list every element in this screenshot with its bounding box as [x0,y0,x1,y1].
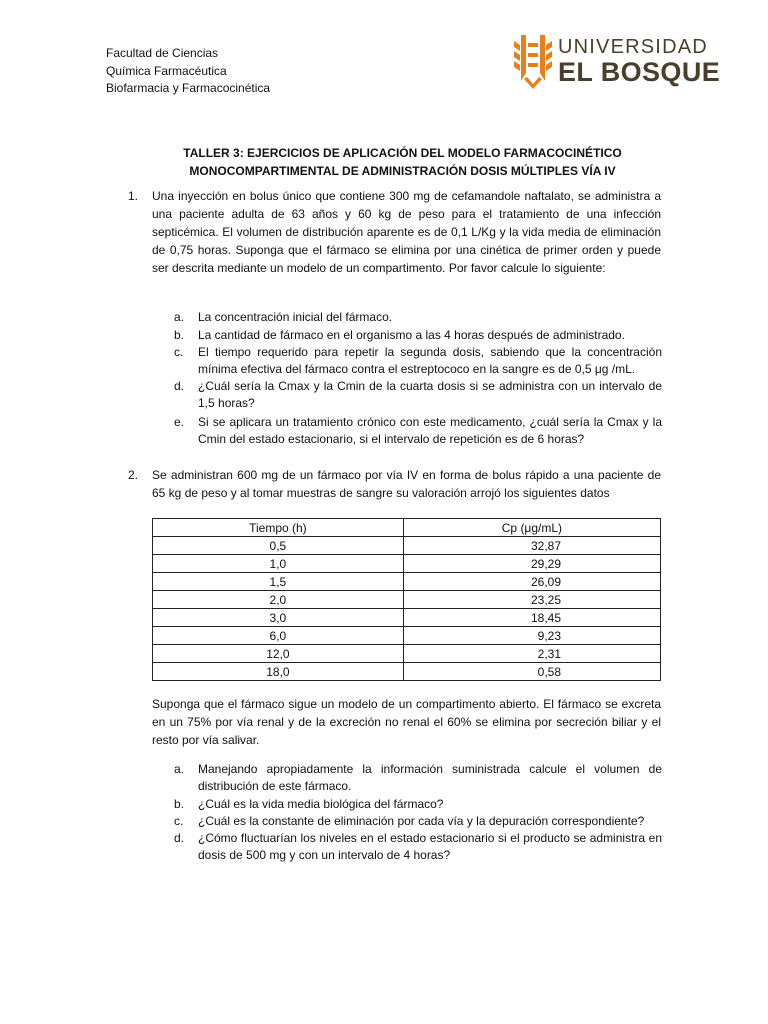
table-cell-cp: 2,31 [403,645,660,663]
table-cell-cp: 26,09 [403,573,660,591]
ex1-item-b-text: La cantidad de fármaco en el organismo a las 4 horas después de administrado. [198,328,625,342]
header-line-course: Biofarmacia y Farmacocinética [106,81,271,95]
exercise-1-text: Una inyección en bolus único que contiene 300 mg de cefamandole naftalato, se administra a una paciente adulta de 63 años y 60 kg de peso para el tratamiento de una infección septicémica. El volumen de distribución aparente es de 0,1 L/Kg y la vida media de eliminación de 0,75 horas. Suponga que el fármaco se elimina por una cinética de primer orden y puede ser descrita mediante un modelo de un compartimento. Por favor calcule lo siguiente: [152,189,661,275]
ex1-item-d-text: ¿Cuál sería la Cmax y la Cmin de la cuarta dosis si se administra con un intervalo de 1,5 horas? [198,379,662,410]
logo-university-text: UNIVERSIDAD [558,36,708,58]
table-cell-cp: 32,87 [403,537,660,555]
ex2-item-a-text: Manejando apropiadamente la información suministrada calcule el volumen de distribución de este fármaco. [198,762,662,793]
table-header-cp: Cp (μg/mL) [403,519,660,537]
table-cell-cp: 9,23 [403,627,660,645]
table-cell-time: 6,0 [153,627,404,645]
table-cell-time: 3,0 [153,609,404,627]
ex1-item-e-text: Si se aplicara un tratamiento crónico con este medicamento, ¿cuál sería la Cmax y la Cmin del estado estacionario, si el intervalo de repetición es de 6 horas? [198,415,662,446]
header-line-faculty: Facultad de Ciencias [106,46,219,60]
faculty-header [106,45,270,98]
ex2-item-a-letter: a. [174,762,185,776]
document-title-line-1: TALLER 3: EJERCICIOS DE APLICACIÓN DEL MODELO FARMACOCINÉTICO [183,146,622,160]
table-cell-time: 12,0 [153,645,404,663]
logo-emblem-icon [512,33,554,91]
table-cell-cp: 0,58 [403,663,660,681]
ex1-item-a-letter: a. [174,310,185,324]
table-cell-time: 1,5 [153,573,404,591]
table-row [153,627,661,645]
table-row [153,609,661,627]
exercise-2-number: 2. [128,468,139,482]
table-row [153,537,661,555]
document-title-line-2: MONOCOMPARTIMENTAL DE ADMINISTRACIÓN DOSIS MÚLTIPLES VÍA IV [189,164,616,178]
exercise-1-number: 1. [128,189,139,203]
table-cell-time: 0,5 [153,537,404,555]
ex2-item-d-letter: d. [174,831,185,845]
table-cell-time: 1,0 [153,555,404,573]
table-row [153,555,661,573]
ex2-item-b-text: ¿Cuál es la vida media biológica del fármaco? [198,797,444,811]
table-row [153,573,661,591]
concentration-table [152,518,661,681]
table-cell-time: 2,0 [153,591,404,609]
table-header-time: Tiempo (h) [153,519,404,537]
university-logo [512,33,722,93]
table-cell-cp: 29,29 [403,555,660,573]
ex1-item-c-text: El tiempo requerido para repetir la segunda dosis, sabiendo que la concentración mínima efectiva del fármaco contra el estreptococo en la sangre es de 0,5 μg /mL. [198,345,662,376]
ex1-item-d-letter: d. [174,379,185,393]
ex1-item-e-letter: e. [174,415,185,429]
header-line-program: Química Farmacéutica [106,63,227,78]
ex1-item-b-letter: b. [174,328,185,342]
exercise-2-text: Se administran 600 mg de un fármaco por vía IV en forma de bolus rápido a una paciente de 65 kg de peso y al tomar muestras de sangre su valoración arrojó los siguientes datos [152,468,661,500]
ex1-item-a-text: La concentración inicial del fármaco. [198,310,393,324]
ex1-item-c-letter: c. [174,345,184,359]
ex2-item-d-text: ¿Cómo fluctuarían los niveles en el estado estacionario si el producto se administra en dosis de 500 mg y con un intervalo de 4 horas? [198,831,662,862]
table-cell-time: 18,0 [153,663,404,681]
table-cell-cp: 23,25 [403,591,660,609]
table-row [153,645,661,663]
ex2-item-c-letter: c. [174,814,184,828]
ex2-item-c-text: ¿Cuál es la constante de eliminación por cada vía y la depuración correspondiente? [198,814,645,828]
table-row [153,663,661,681]
logo-name-text: EL BOSQUE [558,57,721,87]
ex2-item-b-letter: b. [174,797,185,811]
table-cell-cp: 18,45 [403,609,660,627]
table-row [153,591,661,609]
exercise-2-assumption-text: Suponga que el fármaco sigue un modelo de un compartimento abierto. El fármaco se excreta en un 75% por vía renal y de la excreción no renal el 60% se elimina por secreción biliar y el resto por vía salivar. [152,697,661,747]
table-header-row [153,519,661,537]
